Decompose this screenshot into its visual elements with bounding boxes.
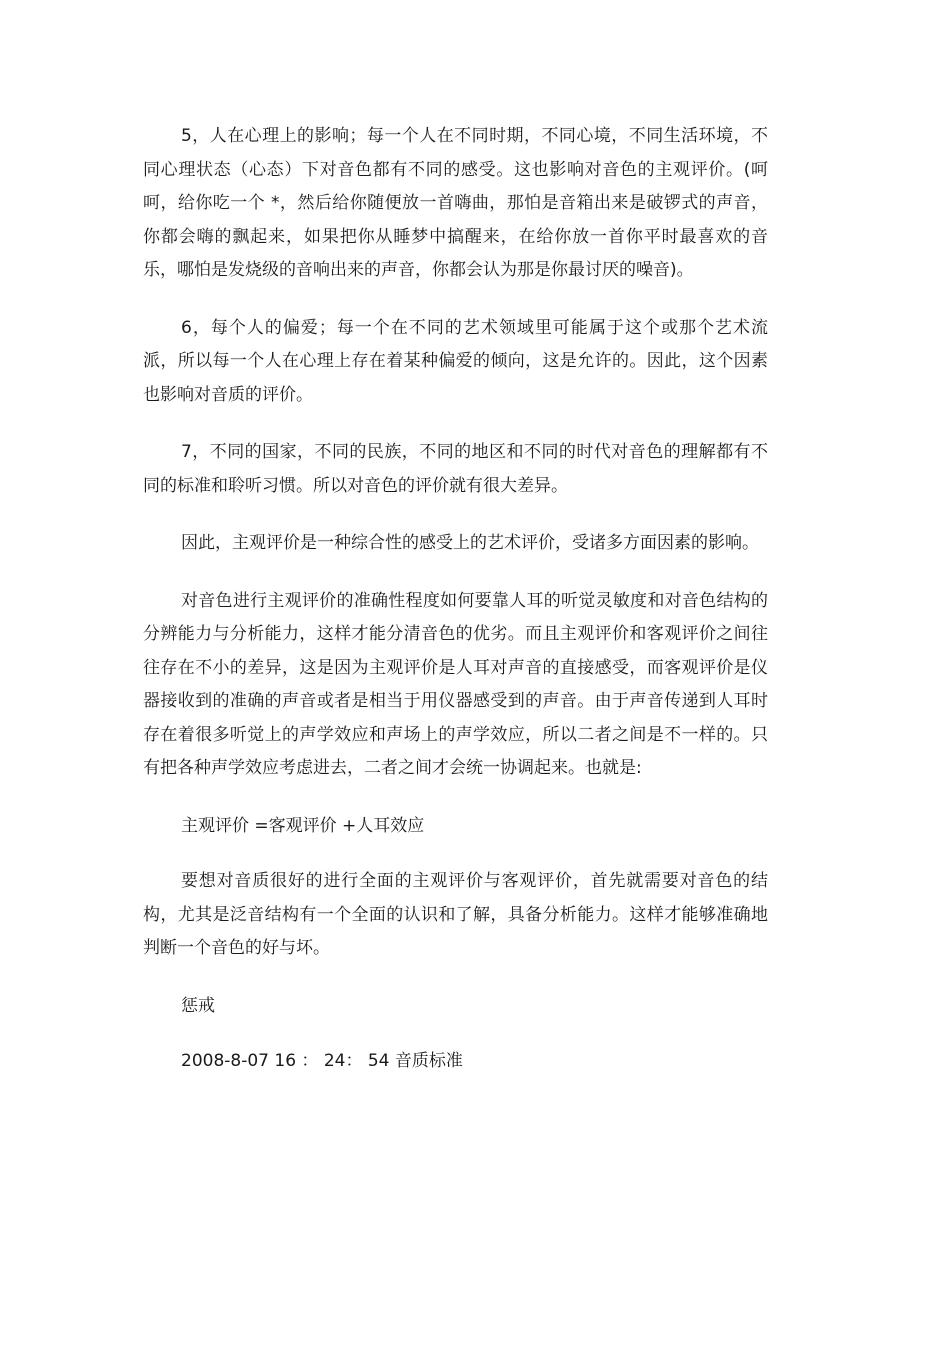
author-name: 惩戒 — [181, 995, 215, 1016]
paragraph-preference: 6，每个人的偏爱；每一个在不同的艺术领域里可能属于这个或那个艺术流派，所以每一个人在心理上存在着某种偏爱的倾向，这是允许的。因此，这个因素也影响对音质的评价。 — [143, 317, 768, 405]
paragraph-culture: 7，不同的国家，不同的民族，不同的地区和不同的时代对音色的理解都有不同的标准和聆听习惯。所以对音色的评价就有很大差异。 — [143, 442, 768, 496]
paragraph-conclusion: 因此，主观评价是一种综合性的感受上的艺术评价，受诸多方面因素的影响。 — [181, 533, 759, 553]
paragraph-psychology: 5，人在心理上的影响；每一个人在不同时期，不同心境，不同生活环境，不同心理状态（心态）下对音色都有不同的感受。这也影响对音色的主观评价。(呵呵，给你吃一个 *，然后给你随便放一首嗨曲，那怕是音箱出来是破锣式的声音，你都会嗨的飘起来，如果把你从睡梦中搞醒来，在给你放一首你平时最喜欢的音乐，哪怕是发烧级的音响出来的声音，你都会认为那是你最讨厌的噪音)。 — [143, 126, 768, 280]
formula-line: 主观评价 =客观评价 +人耳效应 — [181, 815, 425, 836]
footer-timestamp: 2008-8-07 16 ： 24： 54 音质标准 — [181, 1051, 463, 1071]
paragraph-accuracy: 对音色进行主观评价的准确性程度如何要靠人耳的听觉灵敏度和对音色结构的分辨能力与分析能力，这样才能分清音色的优劣。而且主观评价和客观评价之间往往存在不小的差异，这是因为主观评价是人耳对声音的直接感受，而客观评价是仪器接收到的准确的声音或者是相当于用仪器感受到的声音。由于声音传递到人耳时存在着很多听觉上的声学效应和声场上的声学效应，所以二者之间是不一样的。只有把各种声学效应考虑进去，二者之间才会统一协调起来。也就是: — [143, 590, 768, 778]
paragraph-closing: 要想对音质很好的进行全面的主观评价与客观评价，首先就需要对音色的结构，尤其是泛音结构有一个全面的认识和了解，具备分析能力。这样才能够准确地判断一个音色的好与坏。 — [143, 871, 768, 958]
document-page — [143, 120, 768, 1079]
